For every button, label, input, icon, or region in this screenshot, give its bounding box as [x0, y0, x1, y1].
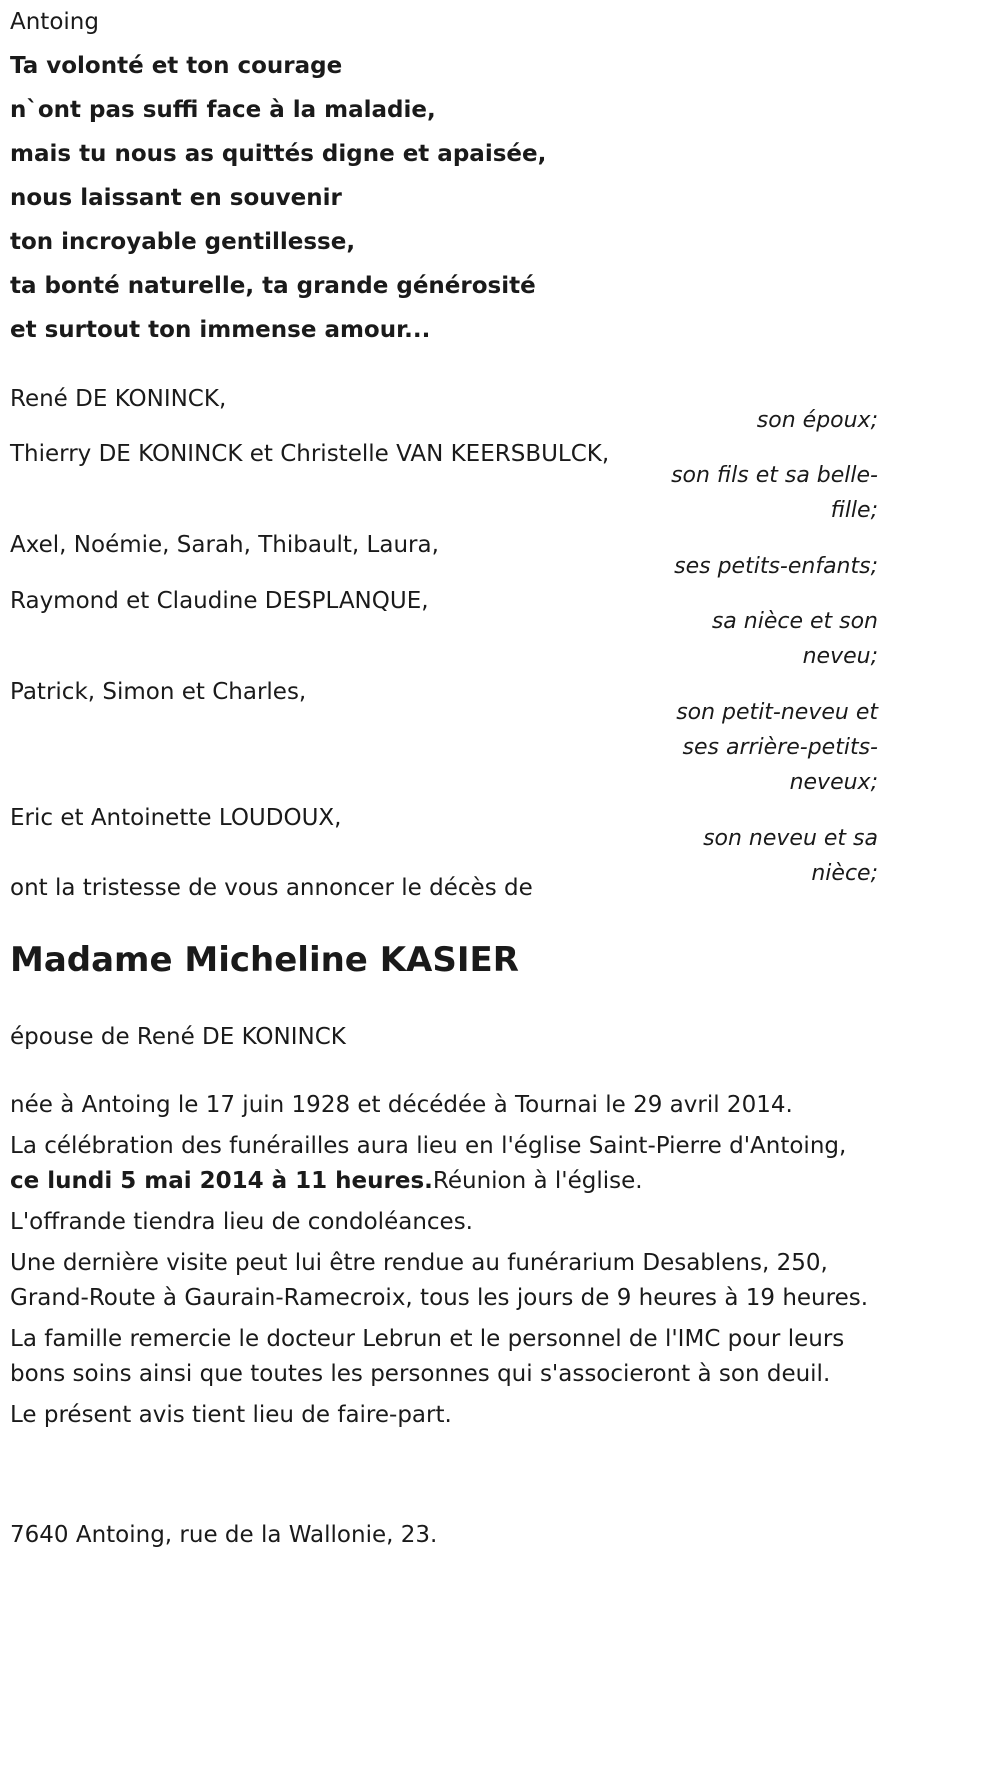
funeral-date: ce lundi 5 mai 2014 à 11 heures. — [10, 1168, 433, 1194]
family-relation: ses petits-enfants; — [674, 554, 878, 579]
deceased-name: Madame Micheline KASIER — [10, 940, 519, 980]
family-name: René DE KONINCK, — [10, 386, 227, 412]
poem-line: n`ont pas suffi face à la maladie, — [10, 97, 436, 123]
obituary-page — [10, 0, 878, 1548]
family-relation: son petit-neveu et ses arrière-petits-neveux; — [676, 700, 878, 795]
visit-info: Une dernière visite peut lui être rendue au funérarium Desablens, 250, Grand-Route à Gaurain-Ramecroix, tous les jours de 9 heures à 19 heures. — [10, 1250, 869, 1311]
family-relation: son fils et sa belle-fille; — [671, 463, 878, 523]
funeral-after: Réunion à l'église. — [432, 1168, 643, 1194]
family-name: Eric et Antoinette LOUDOUX, — [10, 805, 342, 831]
family-relation: son neveu et sa nièce; — [703, 826, 878, 886]
funeral-info — [10, 1129, 878, 1199]
poem — [10, 44, 878, 352]
city-heading: Antoing — [10, 9, 99, 35]
birth-death: née à Antoing le 17 juin 1928 et décédée à Tournai le 29 avril 2014. — [10, 1092, 793, 1118]
poem-line: nous laissant en souvenir — [10, 185, 342, 211]
family-relation: son époux; — [756, 408, 878, 433]
address: 7640 Antoing, rue de la Wallonie, 23. — [10, 1522, 438, 1548]
announcement: ont la tristesse de vous annoncer le décès de — [10, 875, 533, 901]
notice: Le présent avis tient lieu de faire-part. — [10, 1402, 452, 1428]
funeral-intro: La célébration des funérailles aura lieu en l'église Saint-Pierre d'Antoing, — [10, 1133, 847, 1159]
offering: L'offrande tiendra lieu de condoléances. — [10, 1209, 473, 1235]
poem-line: ton incroyable gentillesse, — [10, 229, 356, 255]
details — [10, 1088, 878, 1439]
poem-line: Ta volonté et ton courage — [10, 53, 343, 79]
spouse-line: épouse de René DE KONINCK — [10, 1024, 346, 1050]
family-name: Thierry DE KONINCK et Christelle VAN KEERSBULCK, — [10, 441, 610, 467]
family-name: Raymond et Claudine DESPLANQUE, — [10, 588, 429, 614]
family-name: Patrick, Simon et Charles, — [10, 679, 307, 705]
thanks: La famille remercie le docteur Lebrun et le personnel de l'IMC pour leurs bons soins ainsi que toutes les personnes qui s'associeront à son deuil. — [10, 1326, 845, 1387]
family-name: Axel, Noémie, Sarah, Thibault, Laura, — [10, 532, 439, 558]
family-list — [10, 380, 878, 920]
poem-line: ta bonté naturelle, ta grande générosité — [10, 273, 536, 299]
family-relation: sa nièce et son neveu; — [711, 609, 878, 669]
poem-line: mais tu nous as quittés digne et apaisée, — [10, 141, 547, 167]
poem-line: et surtout ton immense amour... — [10, 317, 431, 343]
